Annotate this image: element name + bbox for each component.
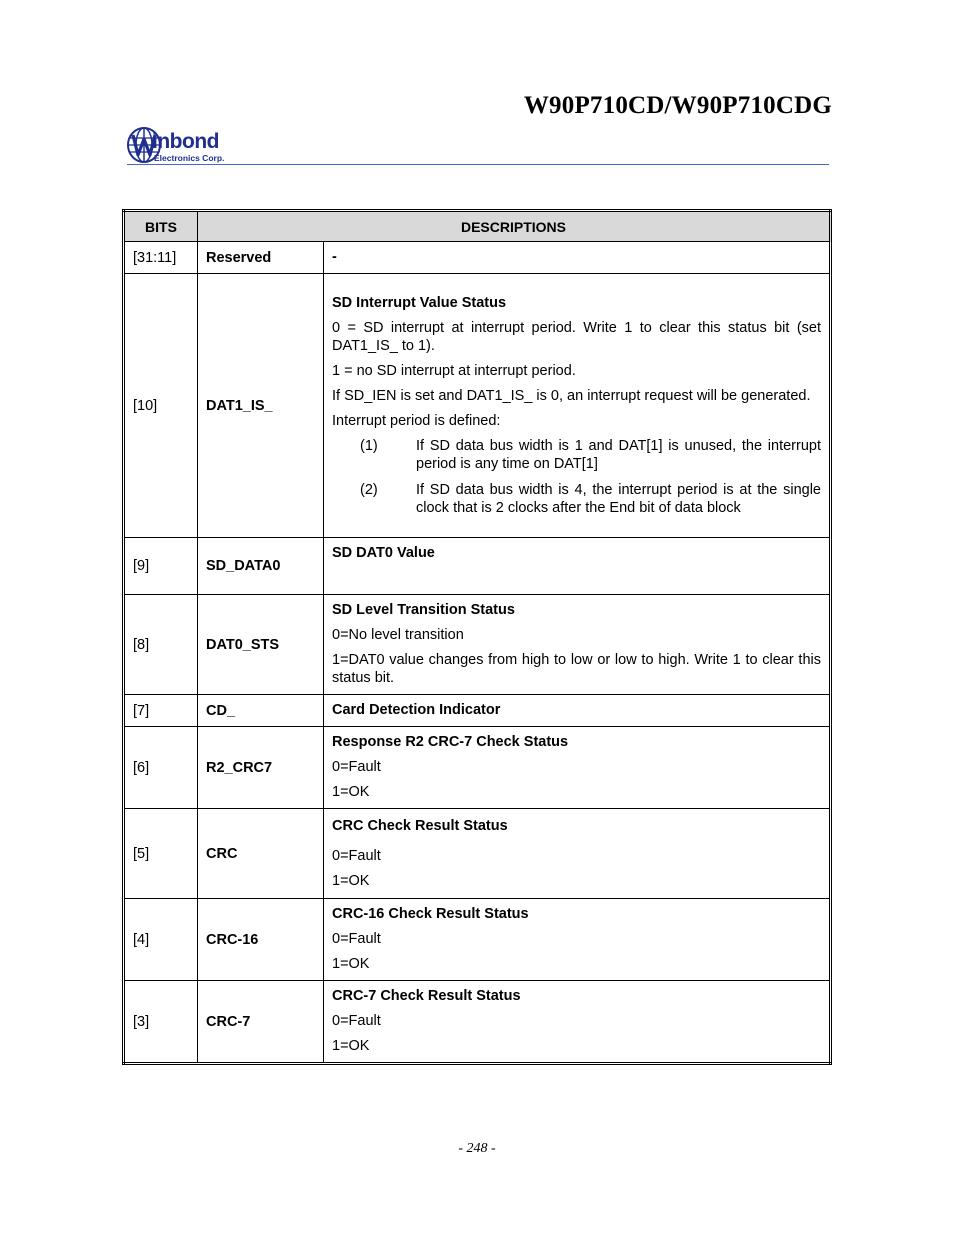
table-row (124, 981, 831, 1064)
description-line: 0=Fault (332, 1013, 381, 1029)
bits-cell: [4] (124, 899, 198, 981)
bits-cell: [3] (124, 981, 198, 1064)
description-line: 1=DAT0 value changes from high to low or low to high. Write 1 to clear this status bit. (332, 652, 821, 686)
description-title: Card Detection Indicator (332, 702, 501, 718)
bits-cell: [5] (124, 809, 198, 899)
description-line: 0=No level transition (332, 627, 464, 643)
description-cell (324, 727, 831, 809)
table-row (124, 695, 831, 727)
list-text: If SD data bus width is 4, the interrupt period is at the single clock that is 2 clocks after the End bit of data block (416, 481, 821, 516)
description-cell (324, 899, 831, 981)
header-divider (127, 164, 829, 165)
description-cell (324, 809, 831, 899)
table-row (124, 727, 831, 809)
description-cell (324, 538, 831, 595)
logo-wordmark: inbond (152, 130, 219, 153)
description-title: SD Level Transition Status (332, 602, 515, 618)
description-line: 1=OK (332, 1038, 370, 1054)
field-name-cell: DAT1_IS_ (198, 274, 324, 538)
bits-cell: [10] (124, 274, 198, 538)
winbond-logo (127, 126, 267, 164)
bits-cell: [6] (124, 727, 198, 809)
table-row (124, 538, 831, 595)
bits-header: BITS (124, 211, 198, 242)
description-line: 1=OK (332, 784, 370, 800)
description-line: 1=OK (332, 956, 370, 972)
field-name-cell: CRC-16 (198, 899, 324, 981)
description-cell (324, 242, 831, 274)
table-header-row (124, 211, 831, 242)
description-title: - (332, 249, 337, 265)
bits-cell: [8] (124, 595, 198, 695)
description-line: 0=Fault (332, 847, 381, 864)
description-title: CRC-16 Check Result Status (332, 906, 529, 922)
register-table (122, 209, 832, 1065)
table-row (124, 595, 831, 695)
page-number: - 248 - (458, 1141, 496, 1156)
description-title: SD Interrupt Value Status (332, 294, 507, 311)
field-name-cell: SD_DATA0 (198, 538, 324, 595)
logo-subtitle: Electronics Corp. (154, 153, 225, 163)
descriptions-header: DESCRIPTIONS (198, 211, 831, 242)
description-cell (324, 981, 831, 1064)
field-name-cell: R2_CRC7 (198, 727, 324, 809)
field-name-cell: CRC (198, 809, 324, 899)
list-number: (2) (360, 481, 378, 498)
list-item (332, 437, 821, 473)
bits-cell: [9] (124, 538, 198, 595)
description-title: CRC-7 Check Result Status (332, 988, 521, 1004)
description-title: Response R2 CRC-7 Check Status (332, 734, 569, 750)
table-row (124, 899, 831, 981)
field-name-cell: CD_ (198, 695, 324, 727)
description-line: Interrupt period is defined: (332, 412, 501, 429)
description-cell (324, 274, 831, 538)
description-cell (324, 595, 831, 695)
description-line: 1=OK (332, 872, 370, 889)
description-cell (324, 695, 831, 727)
description-line: 0 = SD interrupt at interrupt period. Write 1 to clear this status bit (set DAT1_IS_ to 1). (332, 319, 821, 354)
list-number: (1) (360, 437, 378, 454)
description-title: SD DAT0 Value (332, 545, 435, 561)
field-name-cell: DAT0_STS (198, 595, 324, 695)
table-row (124, 809, 831, 899)
document-title: W90P710CD/W90P710CDG (523, 92, 832, 119)
description-title: CRC Check Result Status (332, 817, 508, 834)
description-line: 1 = no SD interrupt at interrupt period. (332, 362, 576, 379)
field-name-cell: CRC-7 (198, 981, 324, 1064)
description-line: 0=Fault (332, 759, 381, 775)
description-line: If SD_IEN is set and DAT1_IS_ is 0, an interrupt request will be generated. (332, 387, 811, 404)
list-item (332, 481, 821, 517)
bits-cell: [7] (124, 695, 198, 727)
bits-cell: [31:11] (124, 242, 198, 274)
table-row (124, 242, 831, 274)
field-name-cell: Reserved (198, 242, 324, 274)
description-line: 0=Fault (332, 931, 381, 947)
list-text: If SD data bus width is 1 and DAT[1] is unused, the interrupt period is any time on DAT[1] (416, 437, 821, 472)
table-row (124, 274, 831, 538)
